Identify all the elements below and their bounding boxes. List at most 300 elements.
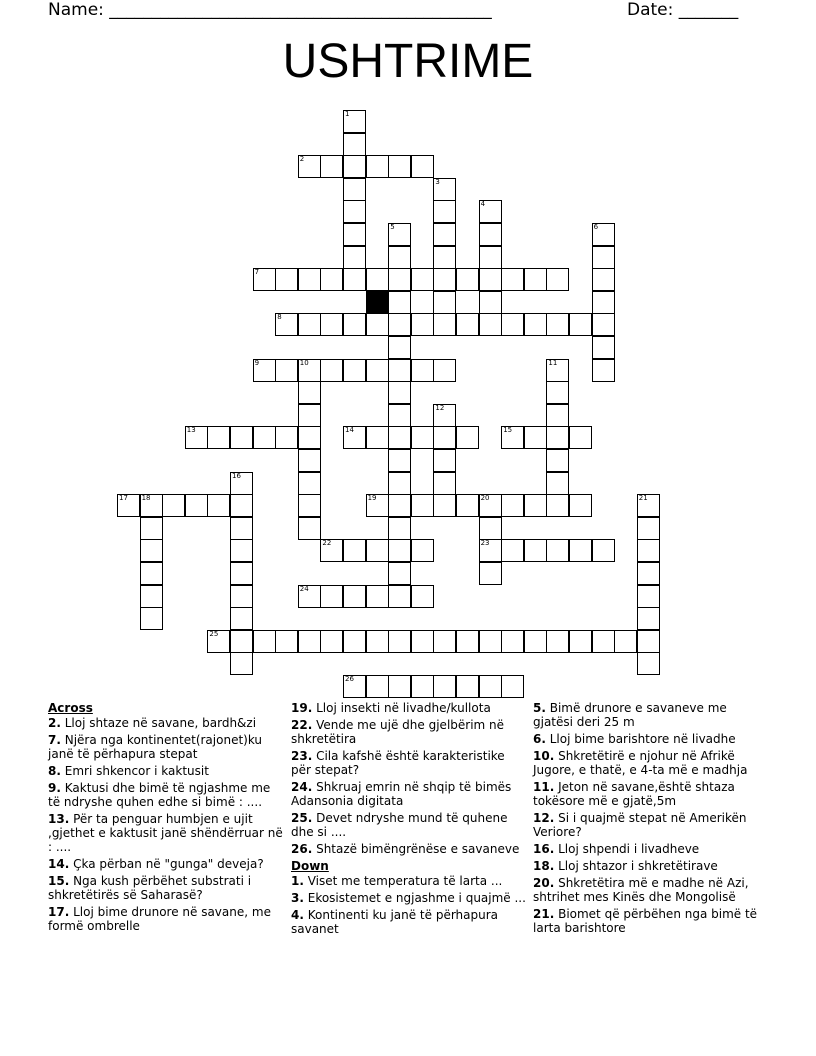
grid-cell[interactable] — [592, 246, 615, 269]
grid-cell[interactable] — [298, 381, 321, 404]
grid-cell[interactable] — [592, 359, 615, 382]
grid-cell[interactable] — [343, 133, 366, 156]
clue-item-number: 2. — [48, 716, 61, 730]
clue-item — [48, 905, 284, 933]
grid-cell[interactable] — [343, 539, 366, 562]
clue-item-text: Bimë drunore e savaneve me gjatësi deri 25 m — [533, 701, 727, 729]
grid-cell[interactable] — [366, 313, 389, 336]
grid-cell[interactable] — [320, 155, 343, 178]
clue-item-text: Shkruaj emrin në shqip të bimës Adansonia digitata — [291, 780, 512, 808]
grid-cell[interactable] — [479, 268, 502, 291]
grid-cell[interactable] — [230, 539, 253, 562]
clue-item-number: 7. — [48, 733, 61, 747]
grid-cell[interactable] — [433, 291, 456, 314]
grid-cell[interactable] — [366, 268, 389, 291]
clue-item-number: 21. — [533, 907, 555, 921]
grid-cell[interactable] — [592, 268, 615, 291]
grid-cell[interactable] — [140, 494, 163, 517]
grid-cell[interactable] — [637, 539, 660, 562]
clue-item-text: Për ta penguar humbjen e ujit ,gjethet e kaktusit janë shëndërruar në : .... — [48, 812, 283, 854]
grid-cell[interactable] — [524, 313, 547, 336]
grid-cell[interactable] — [637, 517, 660, 540]
clue-item-number: 5. — [533, 701, 546, 715]
grid-cell[interactable] — [546, 494, 569, 517]
clue-item-text: Lloj shtazor i shkretëtirave — [554, 859, 718, 873]
grid-cell[interactable] — [546, 449, 569, 472]
clue-item — [291, 749, 527, 777]
clue-item — [291, 701, 527, 715]
grid-cell[interactable] — [366, 426, 389, 449]
clue-number: 23 — [480, 539, 490, 548]
clue-column-1 — [48, 701, 284, 936]
grid-cell[interactable] — [546, 268, 569, 291]
grid-cell[interactable] — [388, 155, 411, 178]
grid-cell[interactable] — [592, 223, 615, 246]
clue-item-text: Ekosistemet e ngjashme i quajmë ... — [303, 891, 526, 905]
grid-cell[interactable] — [411, 155, 434, 178]
grid-cell[interactable] — [546, 630, 569, 653]
across-heading: Across — [48, 701, 93, 715]
grid-cell[interactable] — [456, 313, 479, 336]
grid-cell[interactable] — [637, 494, 660, 517]
grid-cell[interactable] — [479, 630, 502, 653]
grid-cell[interactable] — [524, 268, 547, 291]
grid-cell[interactable] — [592, 336, 615, 359]
grid-cell[interactable] — [388, 359, 411, 382]
clue-item — [533, 780, 769, 808]
clue-item-number: 8. — [48, 764, 61, 778]
down-heading: Down — [291, 859, 329, 873]
grid-cell[interactable] — [433, 494, 456, 517]
grid-cell[interactable] — [388, 539, 411, 562]
grid-cell[interactable] — [275, 359, 298, 382]
grid-cell[interactable] — [185, 426, 208, 449]
grid-cell[interactable] — [253, 268, 276, 291]
grid-cell[interactable] — [230, 472, 253, 495]
clue-number: 4 — [480, 200, 486, 209]
clue-number: 6 — [593, 223, 599, 231]
clue-item — [533, 859, 769, 873]
grid-cell[interactable] — [479, 313, 502, 336]
grid-cell[interactable] — [411, 585, 434, 608]
grid-cell[interactable] — [140, 517, 163, 540]
grid-cell[interactable] — [343, 246, 366, 269]
grid-cell[interactable] — [230, 494, 253, 517]
grid-cell[interactable] — [433, 268, 456, 291]
grid-cell[interactable] — [569, 630, 592, 653]
clue-number: 8 — [277, 313, 282, 322]
grid-cell[interactable] — [230, 517, 253, 540]
clue-item-text: Vende me ujë dhe gjelbërim në shkretëtira — [291, 718, 505, 746]
grid-cell[interactable] — [501, 630, 524, 653]
grid-cell[interactable] — [388, 426, 411, 449]
grid-cell[interactable] — [298, 359, 321, 382]
grid-cell[interactable] — [433, 630, 456, 653]
grid-cell[interactable] — [479, 539, 502, 562]
clue-item-number: 23. — [291, 749, 313, 763]
clue-item — [291, 908, 527, 936]
clue-item — [533, 811, 769, 839]
grid-cell[interactable] — [433, 246, 456, 269]
date-field-label: Date: _______ — [627, 0, 739, 20]
grid-cell[interactable] — [298, 517, 321, 540]
clue-item-text: Njëra nga kontinentet(rajonet)ku janë të përhapura stepat — [48, 733, 263, 761]
grid-cell[interactable] — [569, 539, 592, 562]
clue-item-text: Lloj shtaze në savane, bardh&zi — [60, 716, 257, 730]
clue-item-text: Si i quajmë stepat në Amerikën Veriore? — [533, 811, 747, 839]
grid-cell[interactable] — [253, 359, 276, 382]
clue-number: 24 — [299, 584, 309, 593]
grid-cell[interactable] — [343, 359, 366, 382]
clue-item-text: Emri shkencor i kaktusit — [60, 764, 209, 778]
grid-cell[interactable] — [366, 155, 389, 178]
clue-item-text: Lloj bime drunore në savane, me formë ombrelle — [48, 905, 271, 933]
clue-number: 25 — [209, 629, 219, 638]
grid-cell[interactable] — [479, 223, 502, 246]
clue-column-3 — [533, 701, 769, 938]
clue-item — [48, 857, 284, 871]
grid-cell[interactable] — [433, 178, 456, 201]
grid-cell[interactable] — [298, 449, 321, 472]
grid-cell[interactable] — [253, 630, 276, 653]
clue-item — [291, 874, 527, 888]
grid-cell[interactable] — [140, 562, 163, 585]
clue-item-text: Devet ndryshe mund të quhene dhe si .... — [291, 811, 508, 839]
grid-cell[interactable] — [320, 539, 343, 562]
clue-number: 22 — [322, 539, 332, 548]
grid-cell[interactable] — [320, 313, 343, 336]
grid-cell[interactable] — [230, 562, 253, 585]
grid-cell[interactable] — [524, 539, 547, 562]
clue-item-text: Jeton në savane,është shtaza tokësore më e gjatë,5m — [533, 780, 735, 808]
grid-cell[interactable] — [456, 268, 479, 291]
grid-cell[interactable] — [388, 246, 411, 269]
clue-number: 1 — [345, 110, 350, 118]
grid-cell[interactable] — [433, 472, 456, 495]
grid-cell[interactable] — [411, 426, 434, 449]
clue-number: 3 — [435, 177, 440, 186]
grid-cell[interactable] — [343, 110, 366, 133]
clue-number: 9 — [254, 358, 260, 367]
clue-item-number: 24. — [291, 780, 313, 794]
grid-cell[interactable] — [320, 585, 343, 608]
grid-cell[interactable] — [230, 630, 253, 653]
grid-cell[interactable] — [501, 426, 524, 449]
clue-item-number: 6. — [533, 732, 546, 746]
grid-cell[interactable] — [479, 517, 502, 540]
clue-item-number: 3. — [291, 891, 304, 905]
grid-cell[interactable] — [592, 630, 615, 653]
clue-number: 14 — [345, 426, 354, 435]
grid-cell[interactable] — [343, 675, 366, 698]
clue-item — [48, 733, 284, 761]
grid-cell[interactable] — [388, 562, 411, 585]
grid-cell[interactable] — [162, 494, 185, 517]
clue-item-number: 4. — [291, 908, 304, 922]
grid-cell[interactable] — [546, 539, 569, 562]
clue-item-text: Shkretëtira më e madhe në Azi, shtrihet mes Kinës dhe Mongolisë — [533, 876, 749, 904]
clue-item-number: 12. — [533, 811, 555, 825]
grid-cell[interactable] — [479, 562, 502, 585]
grid-cell[interactable] — [501, 675, 524, 698]
grid-cell[interactable] — [546, 359, 569, 382]
grid-cell[interactable] — [592, 291, 615, 314]
grid-cell[interactable] — [366, 585, 389, 608]
clue-item-number: 10. — [533, 749, 555, 763]
grid-cell[interactable] — [479, 200, 502, 223]
grid-cell[interactable] — [298, 404, 321, 427]
clue-item-text: Lloj shpendi i livadheve — [554, 842, 700, 856]
grid-cell[interactable] — [320, 359, 343, 382]
clue-item-number: 16. — [533, 842, 555, 856]
grid-cell[interactable] — [411, 268, 434, 291]
grid-cell[interactable] — [275, 426, 298, 449]
grid-cell[interactable] — [501, 313, 524, 336]
grid-cell[interactable] — [592, 313, 615, 336]
grid-cell[interactable] — [546, 426, 569, 449]
grid-cell[interactable] — [388, 449, 411, 472]
grid-cell[interactable] — [343, 178, 366, 201]
grid-cell[interactable] — [366, 359, 389, 382]
grid-cell[interactable] — [388, 675, 411, 698]
grid-cell[interactable] — [207, 630, 230, 653]
clue-item-number: 13. — [48, 812, 70, 826]
grid-cell[interactable] — [388, 291, 411, 314]
grid-cell[interactable] — [320, 630, 343, 653]
grid-cell[interactable] — [275, 313, 298, 336]
grid-cell[interactable] — [388, 494, 411, 517]
grid-cell[interactable] — [275, 630, 298, 653]
clue-item-number: 11. — [533, 780, 555, 794]
grid-cell[interactable] — [207, 494, 230, 517]
clue-number: 20 — [480, 494, 490, 503]
clue-item-text: Kaktusi dhe bimë të ngjashme me të ndryshe quhen edhe si bimë : .... — [48, 781, 271, 809]
clue-item-number: 1. — [291, 874, 304, 888]
clue-item-text: Biomet që përbëhen nga bimë të larta barishtore — [533, 907, 758, 935]
grid-cell[interactable] — [501, 539, 524, 562]
grid-cell[interactable] — [411, 313, 434, 336]
clue-item — [291, 780, 527, 808]
grid-cell[interactable] — [320, 268, 343, 291]
grid-cell[interactable] — [343, 313, 366, 336]
clue-column-2 — [291, 701, 527, 939]
clue-item-number: 22. — [291, 718, 313, 732]
grid-cell[interactable] — [433, 675, 456, 698]
grid-cell[interactable] — [637, 562, 660, 585]
grid-cell[interactable] — [524, 630, 547, 653]
name-field-label: Name: _____________________________________________ — [48, 0, 492, 20]
grid-cell[interactable] — [456, 426, 479, 449]
grid-cell[interactable] — [479, 291, 502, 314]
grid-cell[interactable] — [343, 268, 366, 291]
clue-item — [533, 701, 769, 729]
grid-cell[interactable] — [298, 472, 321, 495]
clue-number: 11 — [548, 358, 558, 367]
grid-cell[interactable] — [637, 630, 660, 653]
grid-cell[interactable] — [388, 313, 411, 336]
clue-item-number: 9. — [48, 781, 61, 795]
clue-number: 2 — [299, 155, 305, 164]
grid-cell[interactable] — [343, 630, 366, 653]
clue-item-number: 17. — [48, 905, 70, 919]
grid-cell[interactable] — [569, 494, 592, 517]
clue-item — [533, 907, 769, 935]
clue-item — [533, 876, 769, 904]
clue-number: 16 — [232, 471, 241, 480]
grid-cell[interactable] — [140, 607, 163, 630]
grid-cell[interactable] — [569, 426, 592, 449]
grid-cell[interactable] — [433, 359, 456, 382]
grid-cell[interactable] — [230, 426, 253, 449]
grid-cell[interactable] — [298, 630, 321, 653]
grid-cell[interactable] — [546, 313, 569, 336]
grid-cell[interactable] — [275, 268, 298, 291]
grid-cell[interactable] — [433, 426, 456, 449]
clue-item — [48, 716, 284, 730]
clue-item-number: 19. — [291, 701, 313, 715]
grid-cell[interactable] — [411, 359, 434, 382]
grid-cell[interactable] — [298, 268, 321, 291]
clue-item-text: Çka përban në "gunga" deveja? — [69, 857, 264, 871]
grid-cell[interactable] — [388, 630, 411, 653]
clue-item — [48, 764, 284, 778]
grid-cell[interactable] — [433, 200, 456, 223]
clue-item — [533, 842, 769, 856]
grid-cell[interactable] — [637, 607, 660, 630]
grid-cell[interactable] — [388, 585, 411, 608]
grid-cell[interactable] — [298, 585, 321, 608]
clue-number: 7 — [254, 268, 260, 277]
grid-cell[interactable] — [230, 652, 253, 675]
grid-cell[interactable] — [456, 494, 479, 517]
clue-item-text: Shkretëtirë e njohur në Afrikë Jugore, e thatë, e 4-ta më e madhja — [533, 749, 748, 777]
clue-item — [48, 874, 284, 902]
clue-item-number: 20. — [533, 876, 555, 890]
grid-cell[interactable] — [366, 630, 389, 653]
page-title: USHTRIME — [282, 35, 534, 88]
clue-item — [48, 812, 284, 854]
grid-cell[interactable] — [411, 539, 434, 562]
grid-cell[interactable] — [298, 313, 321, 336]
clue-item-number: 26. — [291, 842, 313, 856]
grid-cell[interactable] — [569, 313, 592, 336]
grid-cell[interactable] — [388, 268, 411, 291]
grid-cell[interactable] — [207, 426, 230, 449]
grid-cell[interactable] — [343, 585, 366, 608]
grid-cell[interactable] — [479, 494, 502, 517]
clue-item — [533, 732, 769, 746]
clue-item-text: Lloj insekti në livadhe/kullota — [312, 701, 491, 715]
grid-cell[interactable] — [388, 472, 411, 495]
grid-cell[interactable] — [366, 675, 389, 698]
grid-cell[interactable] — [230, 607, 253, 630]
grid-cell[interactable] — [388, 223, 411, 246]
grid-cell[interactable] — [298, 426, 321, 449]
grid-cell[interactable] — [411, 675, 434, 698]
grid-cell[interactable] — [366, 539, 389, 562]
grid-cell[interactable] — [230, 585, 253, 608]
grid-cell[interactable] — [479, 675, 502, 698]
clue-number: 18 — [141, 494, 151, 503]
grid-cell[interactable] — [433, 404, 456, 427]
grid-cell[interactable] — [637, 652, 660, 675]
grid-cell[interactable] — [546, 472, 569, 495]
clue-number: 12 — [435, 403, 445, 412]
clue-item-number: 25. — [291, 811, 313, 825]
grid-cell[interactable] — [546, 381, 569, 404]
clue-number: 19 — [367, 494, 377, 503]
clue-item-number: 15. — [48, 874, 70, 888]
grid-cell[interactable] — [366, 494, 389, 517]
clue-number: 10 — [299, 358, 309, 367]
grid-cell[interactable] — [637, 585, 660, 608]
grid-cell[interactable] — [253, 426, 276, 449]
clue-number: 21 — [638, 494, 648, 503]
clue-item-text: Viset me temperatura të larta ... — [303, 874, 503, 888]
grid-cell[interactable] — [185, 494, 208, 517]
clue-item-text: Lloj bime barishtore në livadhe — [545, 732, 736, 746]
clue-item — [533, 749, 769, 777]
clue-item-text: Shtazë bimëngrënëse e savaneve — [312, 842, 520, 856]
grid-cell[interactable] — [140, 539, 163, 562]
grid-cell[interactable] — [388, 336, 411, 359]
grid-cell[interactable] — [343, 155, 366, 178]
grid-cell[interactable] — [140, 585, 163, 608]
grid-cell[interactable] — [456, 630, 479, 653]
grid-cell[interactable] — [343, 223, 366, 246]
grid-cell[interactable] — [433, 223, 456, 246]
clue-number: 15 — [503, 426, 513, 435]
grid-cell[interactable] — [614, 630, 637, 653]
clue-item — [291, 891, 527, 905]
grid-cell[interactable] — [388, 381, 411, 404]
grid-cell[interactable] — [456, 675, 479, 698]
clue-number: 17 — [119, 494, 128, 503]
grid-cell[interactable] — [298, 155, 321, 178]
grid-cell[interactable] — [343, 426, 366, 449]
grid-cell[interactable] — [501, 494, 524, 517]
clue-item-text: Nga kush përbëhet substrati i shkretëtirës së Saharasë? — [48, 874, 252, 902]
grid-cell[interactable] — [592, 539, 615, 562]
grid-cell[interactable] — [298, 494, 321, 517]
clue-item-text: Kontinenti ku janë të përhapura savanet — [291, 908, 499, 936]
clue-number: 5 — [390, 223, 395, 231]
clue-item-text: Cila kafshë është karakteristike për stepat? — [291, 749, 505, 777]
grid-cell[interactable] — [388, 404, 411, 427]
grid-cell[interactable] — [343, 200, 366, 223]
grid-cell[interactable] — [388, 517, 411, 540]
clue-item — [291, 842, 527, 856]
clue-item-number: 14. — [48, 857, 70, 871]
clue-number: 13 — [186, 426, 196, 435]
clue-item — [291, 718, 527, 746]
grid-cell[interactable] — [524, 494, 547, 517]
grid-cell[interactable] — [433, 313, 456, 336]
grid-cell[interactable] — [117, 494, 140, 517]
clue-item — [291, 811, 527, 839]
clue-number: 26 — [345, 675, 354, 683]
grid-cell[interactable] — [433, 449, 456, 472]
grid-cell[interactable] — [501, 268, 524, 291]
grid-cell[interactable] — [411, 630, 434, 653]
grid-cell[interactable] — [411, 494, 434, 517]
grid-cell[interactable] — [479, 246, 502, 269]
clue-item — [48, 781, 284, 809]
black-cell — [366, 291, 389, 314]
grid-cell[interactable] — [524, 426, 547, 449]
clue-item-number: 18. — [533, 859, 555, 873]
grid-cell[interactable] — [546, 404, 569, 427]
